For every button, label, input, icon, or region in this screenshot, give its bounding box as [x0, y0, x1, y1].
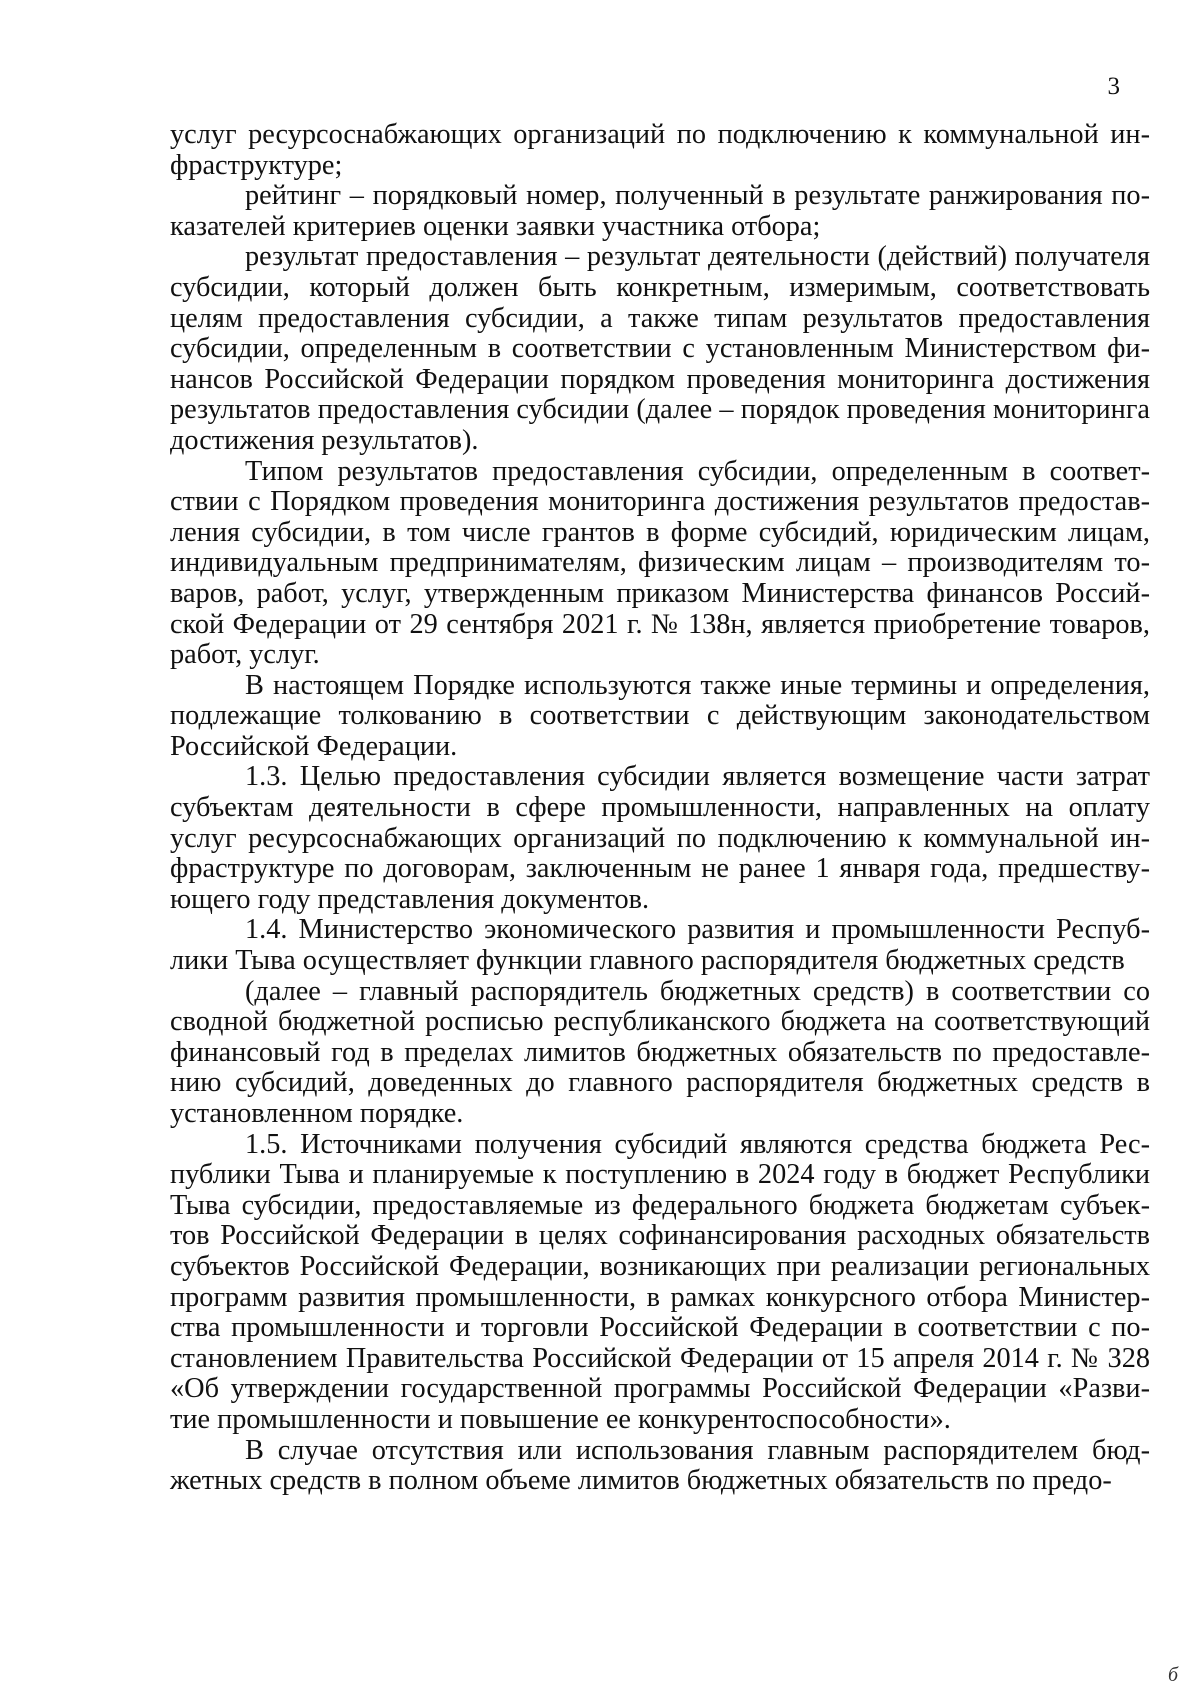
handwritten-corner-mark: б [1167, 1664, 1178, 1686]
paragraph: 1.5. Источниками получения субсидий являются средства бюджета Республики Тыва и планируемые к поступлению в 2024 году в бюджет Республики Тыва субсидии, предоставляемые из федерального бюджета бюджетам субъектов Российской Федерации в целях софинансирования расходных обязательств субъектов Российской Федерации, возникающих при реализации региональных программ развития промышленности, в рамках конкурсного отбора Министерства промышленности и торговли Российской Федерации в соответствии с постановлением Правительства Российской Федерации от 15 апреля 2014 г. № 328 «Об утверждении государственной программы Российской Федерации «Развитие промышленности и повышение ее конкурентоспособности». [170, 1128, 1150, 1435]
paragraph: 1.3. Целью предоставления субсидии является возмещение части затрат субъектам деятельности в сфере промышленности, направленных на оплату услуг ресурсоснабжающих организаций по подключению к коммунальной инфраструктуре по договорам, заключенным не ранее 1 января года, предшествующего году представления документов. [170, 761, 1150, 915]
paragraph: (далее – главный распорядитель бюджетных средств) в соответствии со сводной бюджетной росписью республиканского бюджета на соответствующий финансовый год в пределах лимитов бюджетных обязательств по предоставлению субсидий, доведенных до главного распорядителя бюджетных средств в установленном порядке. [170, 975, 1150, 1129]
paragraph: рейтинг – порядковый номер, полученный в результате ранжирования показателей критериев оценки заявки участника отбора; [170, 180, 1150, 242]
paragraph: В настоящем Порядке используются также иные термины и определения, подлежащие толкованию в соответствии с действующим законодательством Российской Федерации. [170, 669, 1150, 762]
paragraph: В случае отсутствия или использования главным распорядителем бюджетных средств в полном объеме лимитов бюджетных обязательств по предо- [170, 1434, 1150, 1497]
paragraph: Типом результатов предоставления субсидии, определенным в соответствии с Порядком проведения мониторинга достижения результатов предоставления субсидии, в том числе грантов в форме субсидий, юридическим лицам, индивидуальным предпринимателям, физическим лицам – производителям товаров, работ, услуг, утвержденным приказом Министерства финансов Российской Федерации от 29 сентября 2021 г. № 138н, является приобретение товаров, работ, услуг. [170, 455, 1150, 671]
document-body [170, 120, 1150, 1497]
paragraph: 1.4. Министерство экономического развития и промышленности Республики Тыва осуществляет функции главного распорядителя бюджетных средств [170, 914, 1150, 977]
paragraph: услуг ресурсоснабжающих организаций по подключению к коммунальной инфраструктуре; [170, 119, 1150, 181]
page-number: 3 [1107, 73, 1120, 100]
paragraph: результат предоставления – результат деятельности (действий) получателя субсидии, который должен быть конкретным, измеримым, соответствовать целям предоставления субсидии, а также типам результатов предоставления субсидии, определенным в соответствии с установленным Министерством финансов Российской Федерации порядком проведения мониторинга достижения результатов предоставления субсидии (далее – порядок проведения мониторинга достижения результатов). [170, 241, 1150, 456]
